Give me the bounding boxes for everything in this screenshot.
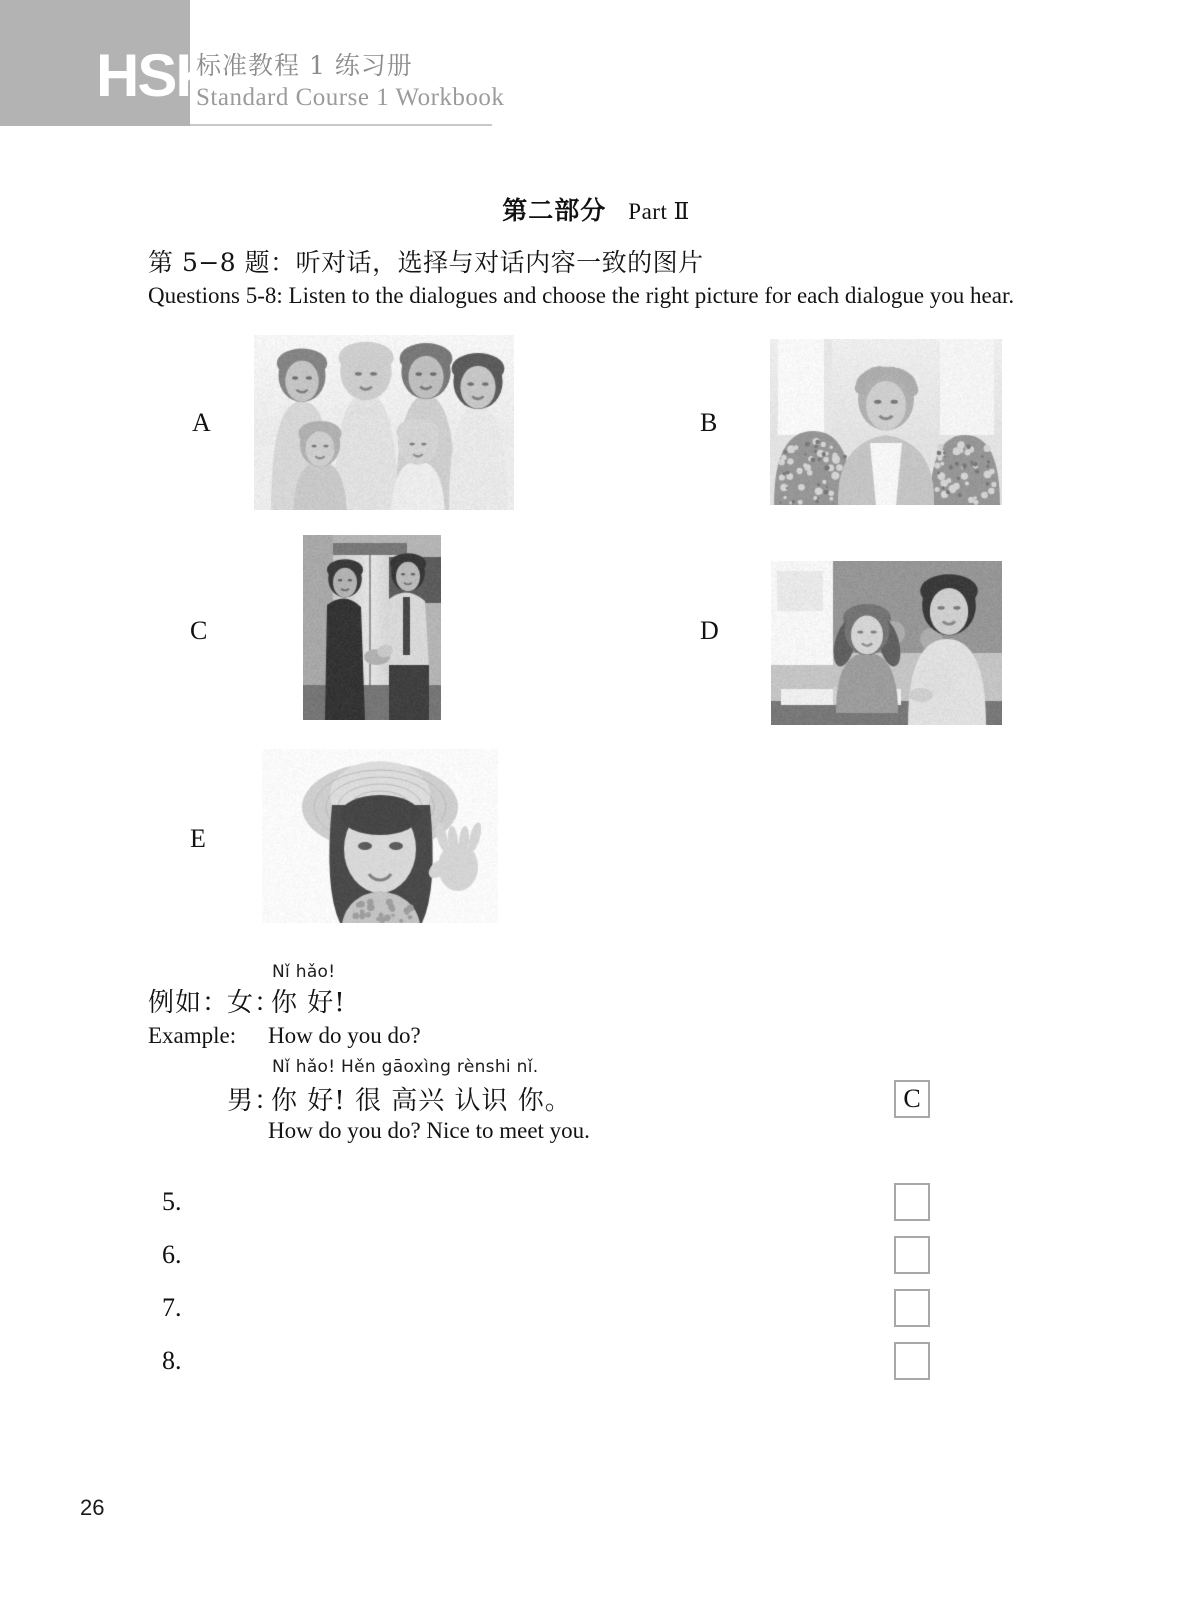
part-title-chinese: 第二部分 [502, 196, 607, 225]
part-title-english: Part Ⅱ [628, 199, 690, 224]
hsk-logo-text: HSK [96, 42, 217, 109]
example-line1-pinyin: Nǐ hǎo! [272, 962, 336, 982]
elderly-woman-photo [770, 339, 1002, 505]
example-label-english: Example: [148, 1023, 237, 1048]
example-line2-speaker: 男： [227, 1086, 282, 1116]
example-label-chinese: 例如： [148, 988, 230, 1018]
answer-box-8[interactable] [894, 1342, 930, 1380]
option-image-d [771, 561, 1002, 725]
header-title-chinese: 标准教程 1 练习册 [196, 51, 413, 80]
option-label-c: C [190, 616, 208, 645]
option-image-c [303, 535, 441, 720]
page-number: 26 [80, 1495, 105, 1520]
header-title-group [196, 52, 516, 113]
option-image-b [770, 339, 1002, 505]
answer-box-7[interactable] [894, 1289, 930, 1327]
girl-waving-photo [262, 749, 498, 923]
example-line1-english: How do you do? [268, 1023, 421, 1048]
handshake-photo [303, 535, 441, 720]
family-group-photo [254, 335, 514, 510]
header-title-english: Standard Course 1 Workbook [196, 83, 505, 111]
option-label-d: D [700, 616, 719, 645]
header-divider [190, 124, 492, 126]
question-number-8: 8. [162, 1346, 182, 1375]
page-header [0, 0, 1192, 128]
option-label-b: B [700, 408, 718, 437]
option-label-e: E [190, 824, 206, 853]
option-image-e [262, 749, 498, 923]
example-line1-chinese: 你 好! [271, 988, 346, 1018]
classroom-photo [771, 561, 1002, 725]
part-title [0, 191, 1192, 227]
example-line2-pinyin: Nǐ hǎo! Hěn gāoxìng rènshi nǐ. [272, 1057, 539, 1077]
instructions-english: Questions 5-8: Listen to the dialogues and choose the right picture for each dialogue you hear. [148, 283, 1015, 308]
answer-box-5[interactable] [894, 1183, 930, 1221]
question-number-6: 6. [162, 1240, 182, 1269]
example-line2-chinese: 你 好! 很 高兴 认识 你。 [271, 1086, 572, 1116]
question-number-5: 5. [162, 1187, 182, 1216]
instructions-chinese: 第 5−8 题：听对话，选择与对话内容一致的图片 [148, 248, 704, 277]
example-answer-box[interactable]: C [894, 1080, 930, 1118]
question-number-7: 7. [162, 1293, 182, 1322]
example-line1-speaker: 女： [227, 988, 282, 1018]
example-line2-english: How do you do? Nice to meet you. [268, 1118, 590, 1143]
answer-box-6[interactable] [894, 1236, 930, 1274]
option-label-a: A [192, 408, 211, 437]
option-image-a [254, 335, 514, 510]
